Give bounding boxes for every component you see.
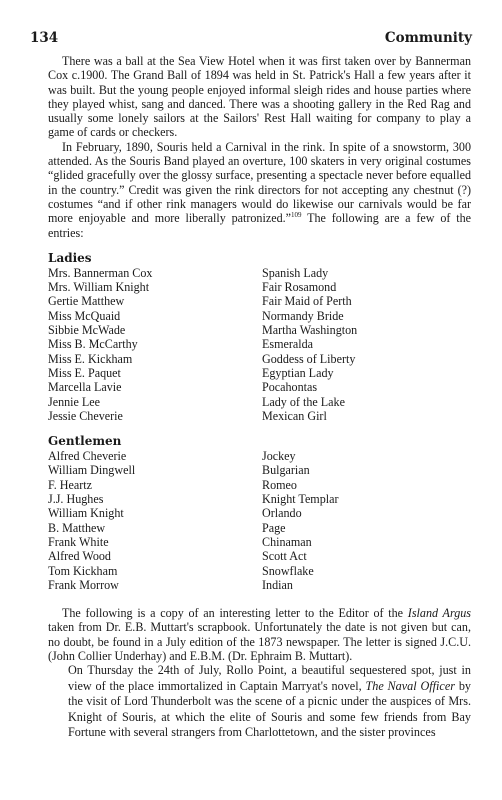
ladies-name: Mrs. William Knight xyxy=(48,280,150,295)
gentlemen-row xyxy=(48,506,471,520)
ladies-costume: Normandy Bride xyxy=(262,308,344,323)
gentlemen-name: B. Matthew xyxy=(48,520,106,535)
ladies-costume: Spanish Lady xyxy=(262,265,329,280)
ladies-row xyxy=(48,280,471,294)
ladies-name: Sibbie McWade xyxy=(48,323,126,338)
ladies-name: Miss B. McCarthy xyxy=(48,337,138,352)
carnival-text: In February, 1890, Souris held a Carnival in the rink. In spite of a snowstorm, 300 attended. As the Souris Band played an overture, 100 skaters in very original costumes “glided gracefully over the glossy surface, presenting a spectacle never before equalled in the country.” Credit was given the rink directors for not accepting any chestnut (?) costumes “and if other rink managers would do likewise our carnivals would be far more enjoyable and more liberally patronized.” xyxy=(48,139,471,226)
ladies-name: Jessie Cheverie xyxy=(48,408,123,423)
ladies-costume: Goddess of Liberty xyxy=(262,351,356,366)
page-number: 134 xyxy=(30,30,59,46)
gentlemen-costume: Bulgarian xyxy=(262,463,310,478)
ladies-name: Jennie Lee xyxy=(48,394,101,409)
gentlemen-row xyxy=(48,463,471,477)
gentlemen-name: William Dingwell xyxy=(48,463,136,478)
gentlemen-costume: Knight Templar xyxy=(262,492,339,507)
page-body xyxy=(48,54,471,740)
ladies-row xyxy=(48,352,471,366)
gentlemen-row xyxy=(48,478,471,492)
ladies-costume: Mexican Girl xyxy=(262,408,327,423)
ladies-row xyxy=(48,266,471,280)
ladies-name: Gertie Matthew xyxy=(48,294,125,309)
ladies-row xyxy=(48,380,471,394)
gentlemen-name: Tom Kickham xyxy=(48,563,118,578)
gentlemen-name: J.J. Hughes xyxy=(48,492,104,507)
gentlemen-row xyxy=(48,578,471,592)
gentlemen-row xyxy=(48,535,471,549)
gentlemen-costume: Jockey xyxy=(262,449,296,464)
ladies-name: Miss E. Kickham xyxy=(48,351,133,366)
newspaper-title: Island Argus xyxy=(407,606,471,621)
footnote-marker: 109 xyxy=(291,211,302,220)
ladies-row xyxy=(48,409,471,423)
running-head: Community xyxy=(384,30,472,46)
gentlemen-costume: Romeo xyxy=(262,477,297,492)
gentlemen-costume: Chinaman xyxy=(262,534,312,549)
gentlemen-costume: Orlando xyxy=(262,506,302,521)
gentlemen-list xyxy=(48,449,471,592)
gentlemen-costume: Scott Act xyxy=(262,549,307,564)
ladies-costume: Martha Washington xyxy=(262,323,358,338)
gentlemen-costume: Snowflake xyxy=(262,563,314,578)
ladies-costume: Esmeralda xyxy=(262,337,314,352)
gentlemen-row xyxy=(48,564,471,578)
gentlemen-heading: Gentlemen xyxy=(48,434,122,449)
ladies-row xyxy=(48,395,471,409)
ladies-row xyxy=(48,294,471,308)
gentlemen-name: Frank Morrow xyxy=(48,577,119,592)
gentlemen-name: William Knight xyxy=(48,506,124,521)
carnival-tail: The following are a few of the entries: xyxy=(48,211,471,240)
quote-a: On Thursday the 24th of July, Rollo Point, a beautiful sequestered spot, just in view of the place immortalized in Captain Marryat's novel, xyxy=(68,663,471,693)
gentlemen-name: Alfred Wood xyxy=(48,549,111,564)
gentlemen-row xyxy=(48,449,471,463)
ladies-row xyxy=(48,337,471,351)
ladies-costume: Fair Maid of Perth xyxy=(262,294,352,309)
gentlemen-costume: Indian xyxy=(262,577,293,592)
letter-intro-a: The following is a copy of an interesting letter to the Editor of the xyxy=(62,606,408,621)
ladies-heading: Ladies xyxy=(48,250,92,265)
ladies-row xyxy=(48,323,471,337)
page-header xyxy=(30,30,472,50)
gentlemen-name: Frank White xyxy=(48,534,109,549)
ladies-name: Marcella Lavie xyxy=(48,380,122,395)
gentlemen-row xyxy=(48,549,471,563)
novel-title: The Naval Officer xyxy=(365,678,455,693)
ladies-costume: Fair Rosamond xyxy=(262,280,337,295)
gentlemen-name: F. Heartz xyxy=(48,477,93,492)
letter-intro-b: taken from Dr. E.B. Muttart's scrapbook. Unfortunately the date is not given but can, no doubt, be found in a July edition of the 1873 newspaper. The letter is signed J.C.U. (John Collier Underhay) and E.B.M. (Dr. Ephraim B. Muttart). xyxy=(48,620,471,663)
ladies-name: Miss McQuaid xyxy=(48,308,121,323)
ladies-name: Mrs. Bannerman Cox xyxy=(48,265,153,280)
paragraph-ball: There was a ball at the Sea View Hotel when it was first taken over by Bannerman Cox c.1900. The Grand Ball of 1894 was held in St. Patrick's Hall a few years after it was built. But the young people enjoyed informal sleigh rides and house parties where they played whist, sang and danced. There was a shooting gallery in the Red Rag and usually some lonely sailors at the Sailors' Rest Hall waiting for company to play a game of cards or checkers. xyxy=(48,54,471,140)
gentlemen-costume: Page xyxy=(262,520,286,535)
ladies-costume: Lady of the Lake xyxy=(262,394,345,409)
ladies-costume: Egyptian Lady xyxy=(262,365,334,380)
ladies-row xyxy=(48,366,471,380)
quote-b: by the visit of Lord Thunderbolt was the scene of a picnic under the auspices of Mrs. Knight of Souris, at which the elite of Souris and some few friends from Bay Fortune with several strangers from Charlottetown, and the sister provinces xyxy=(68,678,472,739)
ladies-costume: Pocahontas xyxy=(262,380,318,395)
gentlemen-name: Alfred Cheverie xyxy=(48,449,127,464)
gentlemen-row xyxy=(48,492,471,506)
paragraph-letter-intro xyxy=(48,606,471,663)
letter-quote xyxy=(68,663,471,740)
paragraph-carnival xyxy=(48,140,471,240)
ladies-name: Miss E. Paquet xyxy=(48,365,121,380)
ladies-row xyxy=(48,309,471,323)
ladies-list xyxy=(48,266,471,423)
gentlemen-row xyxy=(48,521,471,535)
